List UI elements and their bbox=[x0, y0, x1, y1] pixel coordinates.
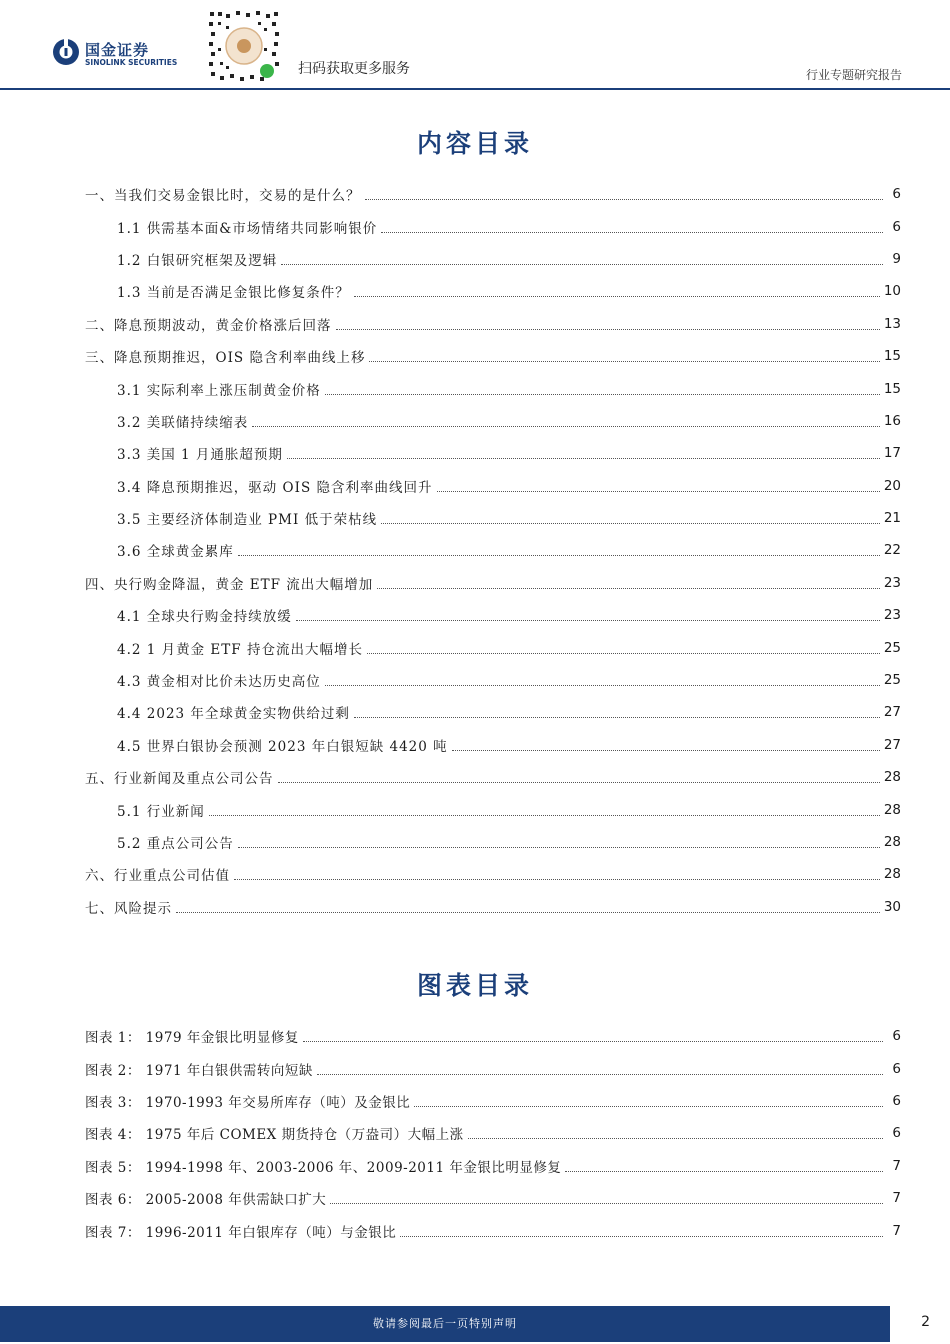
toc-entry-page[interactable]: 15 bbox=[883, 348, 901, 365]
toc-entry-label[interactable]: 5.2 重点公司公告 bbox=[117, 836, 234, 852]
sinolink-logo bbox=[52, 38, 192, 72]
toc-entry[interactable] bbox=[85, 826, 901, 858]
toc-entry[interactable] bbox=[85, 437, 901, 469]
toc-entry[interactable] bbox=[85, 308, 901, 340]
toc-entry-label[interactable]: 3.5 主要经济体制造业 PMI 低于荣枯线 bbox=[117, 512, 378, 529]
toc-entry[interactable] bbox=[85, 761, 901, 793]
toc-entry[interactable] bbox=[85, 858, 901, 890]
dot-leader bbox=[381, 522, 880, 524]
dot-leader bbox=[278, 781, 880, 783]
toc-entry-label[interactable]: 3.6 全球黄金累库 bbox=[117, 544, 234, 561]
toc-entry-label[interactable]: 3.3 美国 1 月通胀超预期 bbox=[117, 447, 283, 464]
toc-entry[interactable] bbox=[85, 1150, 901, 1182]
toc-entry-label[interactable]: 1.3 当前是否满足金银比修复条件？ bbox=[117, 285, 350, 302]
toc-entry[interactable] bbox=[85, 405, 901, 437]
toc-entry-label[interactable]: 二、降息预期波动，黄金价格涨后回落 bbox=[85, 317, 332, 334]
toc-entry-label[interactable]: 一、当我们交易金银比时，交易的是什么？ bbox=[85, 188, 361, 205]
page-number: 2 bbox=[921, 1314, 930, 1330]
toc-entry-page[interactable]: 25 bbox=[883, 639, 901, 656]
toc-entry[interactable] bbox=[85, 243, 901, 275]
dot-leader bbox=[287, 457, 880, 459]
toc-entry-page[interactable]: 7 bbox=[892, 1190, 901, 1207]
dot-leader bbox=[468, 1137, 883, 1139]
toc-entry[interactable] bbox=[85, 631, 901, 663]
toc-title: 内容目录 bbox=[416, 129, 533, 158]
toc-entry-label[interactable]: 4.2 1 月黄金 ETF 持仓流出大幅增长 bbox=[117, 641, 363, 658]
toc-entry-label[interactable]: 图表 7： 1996-2011 年白银库存（吨）与金银比 bbox=[85, 1224, 397, 1241]
dot-leader bbox=[330, 1202, 883, 1204]
toc-entry-page[interactable]: 28 bbox=[883, 801, 901, 818]
dot-leader bbox=[234, 878, 880, 880]
toc-entry[interactable] bbox=[85, 729, 901, 761]
toc-entry-page[interactable]: 21 bbox=[883, 510, 901, 527]
toc-entry-label[interactable]: 5.1 行业新闻 bbox=[117, 803, 205, 820]
logo-chinese-name: 国金证券 bbox=[85, 41, 150, 59]
qr-code-icon[interactable] bbox=[206, 8, 282, 84]
dot-leader bbox=[281, 263, 883, 265]
toc-entry-page[interactable]: 27 bbox=[883, 736, 901, 753]
dot-leader bbox=[176, 911, 880, 913]
dot-leader bbox=[565, 1170, 883, 1172]
dot-leader bbox=[252, 425, 880, 427]
toc-entry-label[interactable]: 图表 5： 1994-1998 年、2003-2006 年、2009-2011 年金银比明显修复 bbox=[85, 1159, 562, 1176]
logo-english-name: SINOLINK SECURITIES bbox=[85, 58, 178, 67]
toc-entry[interactable] bbox=[85, 1020, 901, 1052]
toc-entry-page[interactable]: 23 bbox=[883, 574, 901, 591]
dot-leader bbox=[365, 198, 884, 200]
toc-entry-label[interactable]: 图表 1： 1979 年金银比明显修复 bbox=[85, 1030, 299, 1047]
toc-entry[interactable] bbox=[85, 599, 901, 631]
dot-leader bbox=[238, 846, 880, 848]
toc-entry-page[interactable]: 6 bbox=[892, 1092, 901, 1109]
toc-entry-page[interactable]: 23 bbox=[883, 607, 901, 624]
toc-entry[interactable] bbox=[85, 1117, 901, 1149]
toc-entry-page[interactable]: 6 bbox=[892, 1060, 901, 1077]
toc-entry-page[interactable]: 28 bbox=[883, 769, 901, 786]
dot-leader bbox=[452, 749, 880, 751]
toc-entry-label[interactable]: 七、风险提示 bbox=[85, 900, 172, 917]
toc-entry-label[interactable]: 1.1 供需基本面&市场情绪共同影响银价 bbox=[117, 220, 378, 237]
dot-leader bbox=[377, 587, 880, 589]
toc-entry[interactable] bbox=[85, 470, 901, 502]
dot-leader bbox=[381, 231, 883, 233]
table-of-contents bbox=[85, 178, 901, 923]
toc-entry-page[interactable]: 6 bbox=[892, 218, 901, 235]
toc-entry-page[interactable]: 6 bbox=[892, 1028, 901, 1045]
dot-leader bbox=[369, 360, 879, 362]
toc-entry[interactable] bbox=[85, 793, 901, 825]
toc-entry-label[interactable]: 图表 3： 1970-1993 年交易所库存（吨）及金银比 bbox=[85, 1094, 411, 1111]
toc-entry[interactable] bbox=[85, 1085, 901, 1117]
toc-entry[interactable] bbox=[85, 1052, 901, 1084]
toc-entry-label[interactable]: 三、降息预期推迟，OIS 隐含利率曲线上移 bbox=[85, 350, 366, 367]
toc-entry[interactable] bbox=[85, 534, 901, 566]
toc-entry[interactable] bbox=[85, 502, 901, 534]
toc-entry-label[interactable]: 3.2 美联储持续缩表 bbox=[117, 414, 249, 431]
toc-entry-page[interactable]: 28 bbox=[883, 834, 901, 850]
dot-leader bbox=[317, 1073, 883, 1075]
toc-entry-page[interactable]: 7 bbox=[892, 1222, 901, 1239]
dot-leader bbox=[354, 716, 880, 718]
toc-entry-page[interactable]: 6 bbox=[892, 186, 901, 203]
toc-entry-page[interactable]: 6 bbox=[892, 1125, 901, 1142]
toc-entry[interactable] bbox=[85, 567, 901, 599]
toc-entry-label[interactable]: 四、央行购金降温，黄金 ETF 流出大幅增加 bbox=[85, 576, 374, 593]
toc-entry[interactable] bbox=[85, 372, 901, 404]
toc-entry[interactable] bbox=[85, 696, 901, 728]
toc-entry-label[interactable]: 图表 6： 2005-2008 年供需缺口扩大 bbox=[85, 1192, 327, 1209]
dot-leader bbox=[437, 490, 880, 492]
toc-entry[interactable] bbox=[85, 340, 901, 372]
toc-entry-label[interactable]: 图表 4： 1975 年后 COMEX 期货持仓（万盎司）大幅上涨 bbox=[85, 1127, 464, 1144]
page-header bbox=[0, 0, 950, 92]
dot-leader bbox=[400, 1235, 883, 1237]
dot-leader bbox=[238, 554, 880, 556]
toc-entry-label[interactable]: 3.4 降息预期推迟，驱动 OIS 隐含利率曲线回升 bbox=[117, 479, 433, 496]
dot-leader bbox=[303, 1040, 883, 1042]
toc-entry-label[interactable]: 4.3 黄金相对比价未达历史高位 bbox=[117, 674, 321, 691]
toc-entry-page[interactable]: 9 bbox=[892, 250, 901, 267]
toc-entry-label[interactable]: 六、行业重点公司估值 bbox=[85, 868, 230, 885]
charts-toc-title: 图表目录 bbox=[416, 971, 533, 1000]
dot-leader bbox=[354, 295, 880, 297]
dot-leader bbox=[367, 652, 880, 654]
charts-table-of-contents bbox=[85, 1020, 901, 1247]
dot-leader bbox=[336, 328, 880, 330]
toc-entry-page[interactable]: 16 bbox=[883, 412, 901, 429]
toc-entry-label[interactable]: 4.4 2023 年全球黄金实物供给过剩 bbox=[117, 706, 350, 723]
toc-entry-label[interactable]: 4.5 世界白银协会预测 2023 年白银短缺 4420 吨 bbox=[117, 738, 448, 755]
dot-leader bbox=[325, 684, 880, 686]
header-divider bbox=[0, 88, 950, 90]
toc-entry-label[interactable]: 图表 2： 1971 年白银供需转向短缺 bbox=[85, 1062, 313, 1079]
toc-entry-page[interactable]: 7 bbox=[892, 1157, 901, 1174]
toc-entry[interactable] bbox=[85, 275, 901, 307]
dot-leader bbox=[296, 619, 880, 621]
footer-disclaimer: 敬请参阅最后一页特别声明 bbox=[373, 1317, 517, 1330]
toc-entry-page[interactable]: 20 bbox=[883, 477, 901, 494]
toc-entry-page[interactable]: 10 bbox=[883, 283, 901, 300]
toc-entry[interactable] bbox=[85, 1182, 901, 1214]
dot-leader bbox=[209, 814, 880, 816]
toc-entry-label[interactable]: 4.1 全球央行购金持续放缓 bbox=[117, 609, 292, 626]
sinolink-logo-icon bbox=[52, 38, 80, 66]
toc-entry[interactable] bbox=[85, 891, 901, 923]
qr-caption: 扫码获取更多服务 bbox=[298, 61, 410, 77]
toc-entry-label[interactable]: 五、行业新闻及重点公司公告 bbox=[85, 771, 274, 788]
toc-entry-label[interactable]: 1.2 白银研究框架及逻辑 bbox=[117, 252, 278, 269]
toc-entry[interactable] bbox=[85, 664, 901, 696]
toc-entry-page[interactable]: 27 bbox=[883, 704, 901, 721]
toc-entry-page[interactable]: 13 bbox=[883, 315, 901, 332]
toc-entry-page[interactable]: 17 bbox=[883, 445, 901, 462]
dot-leader bbox=[414, 1105, 883, 1107]
toc-entry-page[interactable]: 22 bbox=[883, 542, 901, 559]
toc-entry-page[interactable]: 15 bbox=[883, 380, 901, 397]
toc-entry[interactable] bbox=[85, 210, 901, 242]
toc-entry-page[interactable]: 28 bbox=[883, 866, 901, 883]
toc-entry-page[interactable]: 25 bbox=[883, 672, 901, 689]
toc-entry-label[interactable]: 3.1 实际利率上涨压制黄金价格 bbox=[117, 382, 321, 399]
report-type: 行业专题研究报告 bbox=[805, 68, 902, 82]
toc-entry[interactable] bbox=[85, 1214, 901, 1246]
toc-entry-page[interactable]: 30 bbox=[883, 898, 901, 915]
toc-entry[interactable] bbox=[85, 178, 901, 210]
dot-leader bbox=[325, 393, 880, 395]
